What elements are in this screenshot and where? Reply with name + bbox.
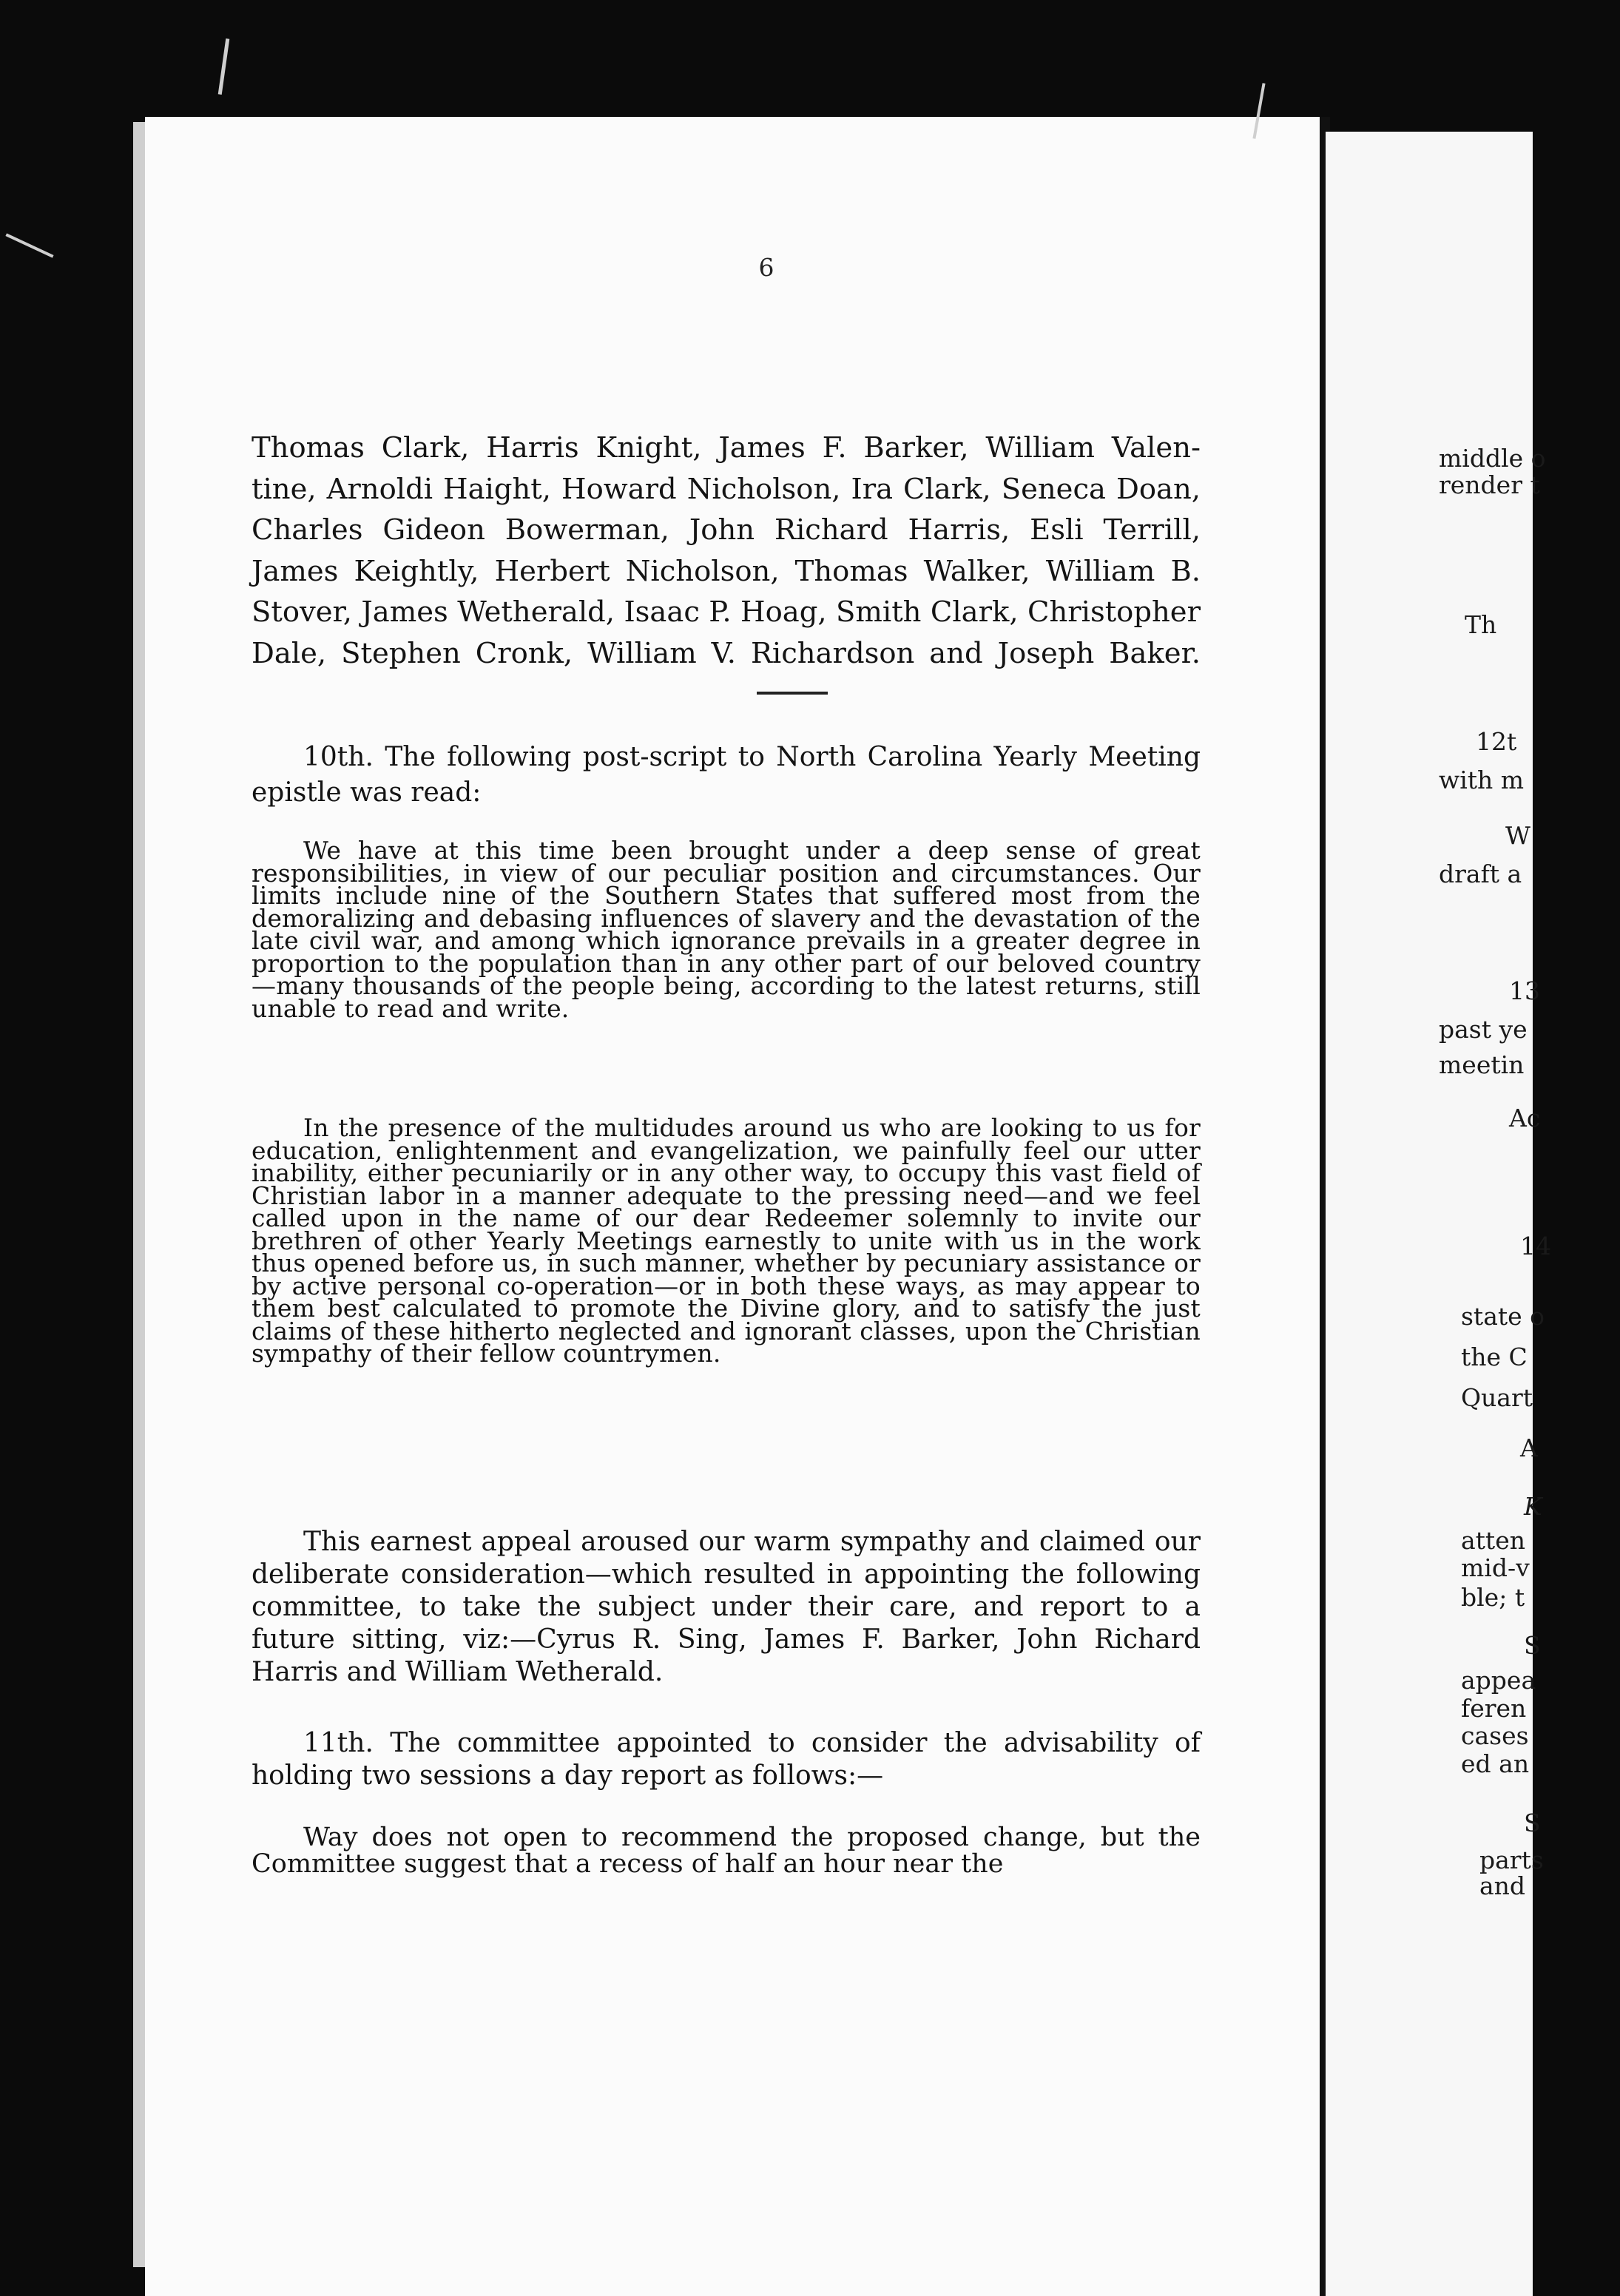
facing-page-fragment: feren bbox=[1461, 1694, 1527, 1723]
names-line: Charles Gideon Bowerman, John Richard Harris, Esli Terrill, bbox=[252, 513, 1201, 547]
facing-page-fragment: mid-v bbox=[1461, 1553, 1530, 1582]
facing-page-fragment: cases bbox=[1461, 1721, 1529, 1750]
facing-page-fragment: with m bbox=[1439, 766, 1525, 794]
facing-page-fragment: Quart bbox=[1461, 1383, 1533, 1412]
facing-page-fragment: meetin bbox=[1439, 1050, 1525, 1079]
facing-page-fragment: parts bbox=[1479, 1846, 1544, 1874]
facing-page-fragment: A bbox=[1520, 1434, 1538, 1462]
names-line: James Keightly, Herbert Nicholson, Thomas Walker, William B. bbox=[252, 554, 1201, 588]
facing-page-fragment: atten bbox=[1461, 1526, 1525, 1555]
names-line: Dale, Stephen Cronk, William V. Richardson and Joseph Baker. bbox=[252, 636, 1201, 670]
facing-page-fragment: and bbox=[1479, 1871, 1526, 1900]
margin-pencil-mark bbox=[218, 38, 230, 95]
facing-page-fragment: the C bbox=[1461, 1343, 1528, 1371]
committee-report-paragraph: Way does not open to recommend the proposed change, but the Committee suggest that a recess of half an hour near the bbox=[252, 1823, 1201, 1879]
facing-page-fragment: 12t bbox=[1476, 727, 1517, 756]
facing-page-fragment: render t bbox=[1439, 470, 1540, 499]
facing-page-fragment: S bbox=[1524, 1809, 1541, 1837]
facing-page-fragment: ed an bbox=[1461, 1749, 1530, 1778]
facing-page-fragment: K bbox=[1524, 1492, 1542, 1521]
facing-page-fragment: ble; t bbox=[1461, 1583, 1525, 1612]
facing-page-fragment: W bbox=[1505, 821, 1530, 850]
names-line: tine, Arnoldi Haight, Howard Nicholson, Ira Clark, Seneca Doan, bbox=[252, 472, 1201, 506]
facing-page-fragment: 14 bbox=[1520, 1232, 1551, 1260]
names-line: Stover, James Wetherald, Isaac P. Hoag, Smith Clark, Christopher bbox=[252, 595, 1201, 629]
facing-page-fragment: 13 bbox=[1509, 976, 1540, 1005]
names-line: Thomas Clark, Harris Knight, James F. Barker, William Valen- bbox=[252, 431, 1201, 465]
facing-page-fragment: draft a bbox=[1439, 860, 1522, 888]
page-number: 6 bbox=[758, 253, 774, 282]
facing-page-fragment: Th bbox=[1465, 610, 1497, 639]
appeal-paragraph: This earnest appeal aroused our warm sympathy and claimed our deliberate consideration—which resulted in appointing the following committee, to take the subject under their care, and report to a future sitting, viz:—Cyrus R. Sing, James F. Barker, John Richard Harris and William Wetherald. bbox=[252, 1527, 1201, 1687]
facing-page-fragment: state o bbox=[1461, 1302, 1545, 1331]
names-paragraph bbox=[252, 428, 1201, 674]
facing-page-fragment: Ac bbox=[1509, 1104, 1541, 1132]
facing-page-fragment: appea bbox=[1461, 1666, 1536, 1695]
postscript-paragraph-1: We have at this time been brought under a deep sense of great responsibilities, in view of our peculiar position and circumstances. Our limits include nine of the Southern States that suffered most from the demoralizing and debasing influences of slavery and the devastation of the late civil war, and among which ignorance prevails in a greater degree in proportion to the population than in any other part of our beloved country—many thousands of the people being, according to the latest returns, still unable to read and write. bbox=[252, 836, 1201, 1023]
facing-page-fragment: middle o bbox=[1439, 444, 1546, 473]
minute-10: 10th. The following post-script to North Carolina Yearly Meeting epistle was read: bbox=[252, 742, 1201, 808]
facing-page-fragment: S bbox=[1524, 1631, 1541, 1660]
minute-11: 11th. The committee appointed to consider the advisability of holding two sessions a day report as follows:— bbox=[252, 1728, 1201, 1791]
section-rule bbox=[757, 692, 828, 695]
facing-page-fragment: past ye bbox=[1439, 1015, 1528, 1044]
postscript-paragraph-2: In the presence of the multidudes around us who are looking to us for education, enlightenment and evangelization, we painfully feel our utter inability, either pecuniarily or in any other way, to occupy this vast field of Christian labor in a manner adequate to the pressing need—and we feel called upon in the name of our dear Redeemer solemnly to invite our brethren of other Yearly Meetings earnestly to unite with us in the work thus opened before us, in such manner, whether by pecuniary assistance or by active personal co-operation—or in both these ways, as may appear to them best calculated to promote the Divine glory, and to satisfy the just claims of these hitherto neglected and ignorant classes, upon the Christian sympathy of their fellow countrymen. bbox=[252, 1113, 1201, 1368]
